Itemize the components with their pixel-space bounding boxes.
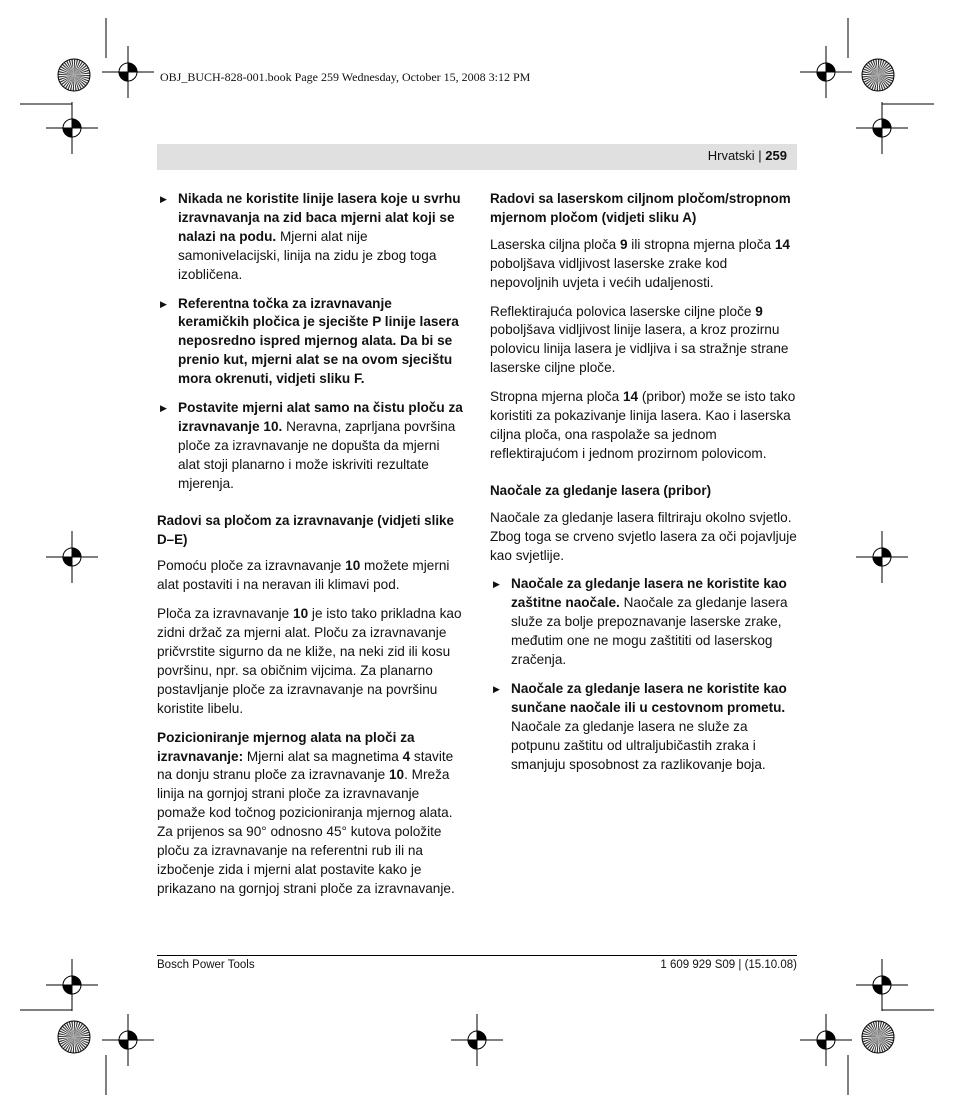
bullet-text: Mjerni alat nije samonivelacijski, linija na zidu je zbog toga izobličena. xyxy=(178,228,437,282)
bullet-reference-point xyxy=(157,295,465,390)
header-language: Hrvatski xyxy=(707,148,755,163)
header-separator: | xyxy=(754,148,766,163)
registration-mark xyxy=(46,531,98,583)
page-header xyxy=(708,148,787,163)
section-heading: Radovi sa laserskom ciljnom pločom/stropnom mjernom pločom (vidjeti sliku A) xyxy=(490,191,791,225)
registration-mark xyxy=(856,531,908,583)
bullet-bold: Naočale za gledanje lasera ne koristite kao sunčane naočale ili u cestovnom prometu. xyxy=(511,680,787,715)
paragraph: Ploča za izravnavanje 10 je isto tako prikladna kao zidni držač za mjerni alat. Ploču za izravnavanje pričvrstite sigurno da ne kliže, na neki zid ili kosu površinu, npr. sa običnim vijcima. Za planarno postavljanje ploče za izravnavanje na površinu koristite libelu. xyxy=(157,606,462,716)
color-wheel-mark xyxy=(862,1021,894,1053)
bullet-text: Naočale za gledanje lasera služe za bolje prepoznavanje laserske zrake, međutim one ne mogu zaštititi od laserskog zračenja. xyxy=(511,595,788,668)
registration-mark xyxy=(102,1014,154,1066)
registration-mark xyxy=(800,1014,852,1066)
bullet-not-safety-glasses xyxy=(490,575,798,670)
paragraph: Naočale za gledanje lasera filtriraju okolno svjetlo. Zbog toga se crveno svjetlo lasera za oči pojavljuje kao svjetlije. xyxy=(490,509,797,563)
registration-mark xyxy=(856,959,908,1011)
left-column xyxy=(157,190,465,909)
color-wheel-mark xyxy=(58,59,90,91)
color-wheel-mark xyxy=(58,1021,90,1053)
registration-mark xyxy=(451,1014,503,1066)
bullet-bold: Postavite mjerni alat samo na čistu ploču za izravnavanje 10. xyxy=(178,400,463,434)
registration-mark xyxy=(800,46,852,98)
footer-brand: Bosch Power Tools xyxy=(157,959,255,971)
bullet-text: Neravna, zaprljana površina ploče za izravnavanje ne dopušta da mjerni alat stoji planarno i može iskriviti rezultate mjerenja. xyxy=(178,418,456,491)
footer-rule xyxy=(157,955,797,956)
paragraph: Laserska ciljna ploča 9 ili stropna mjerna ploča 14 poboljšava vidljivost laserske zrake kod nepovoljnih uvjeta i većih udaljenosti. xyxy=(490,236,790,290)
bullet-text: Naočale za gledanje lasera ne služe za potpunu zaštitu od ultraljubičastih zraka i smanjuju sposobnost za razlikovanje boja. xyxy=(511,718,766,772)
bullet-not-sunglasses xyxy=(490,680,798,775)
bullet-bold: Nikada ne koristite linije lasera koje u svrhu izravnavanja na zid baca mjerni alat koji se nalazi na podu. xyxy=(178,191,461,244)
registration-mark xyxy=(856,102,908,154)
bullet-laser-floor xyxy=(157,190,465,285)
page-header-bar xyxy=(157,144,797,170)
color-wheel-mark xyxy=(862,59,894,91)
footer-code: 1 609 929 S09 | (15.10.08) xyxy=(660,959,797,971)
page-number: 259 xyxy=(765,148,787,163)
section-heading: Naočale za gledanje lasera (pribor) xyxy=(490,482,712,498)
bullet-clean-plate xyxy=(157,399,465,494)
bullet-bold: Naočale za gledanje lasera ne koristite kao zaštitne naočale. xyxy=(511,576,787,611)
paragraph: Pozicioniranje mjernog alata na ploči za izravnavanje: Mjerni alat sa magnetima 4 stavite na donju stranu ploče za izravnavanje 10. Mreža linija na gornjoj strani ploče za izravnavanje pomaže kod točnog pozicioniranja mjernog alata. Za prijenos sa 90° odnosno 45° kutova položite ploču za izravnavanje na referentni rub ili na izbočenje zida i mjerni alat postavite kako je prikazano na gornjoj strani ploče za izravnavanje. xyxy=(157,729,455,896)
paragraph: Pomoću ploče za izravnavanje 10 možete mjerni alat postaviti i na neravan ili klimavi pod. xyxy=(157,558,450,593)
print-slug: OBJ_BUCH-828-001.book Page 259 Wednesday, October 15, 2008 3:12 PM xyxy=(160,70,531,84)
registration-mark xyxy=(46,102,98,154)
bullet-bold: Referentna točka za izravnavanje keramičkih pločica je sjecište P linije lasera neposredno ispred mjernog alata. Da bi se prenio kut, mjerni alat se na ovom sjecištu mora okrenuti, vidjeti sliku F. xyxy=(178,295,459,387)
paragraph: Stropna mjerna ploča 14 (pribor) može se isto tako koristiti za pokazivanje linija lasera. Kao i laserska ciljna ploča, ona raspolaže sa jednom reflektirajućom i jednom prozirnom polovicom. xyxy=(490,389,796,461)
registration-mark xyxy=(102,46,154,98)
section-heading: Radovi sa pločom za izravnavanje (vidjeti slike D–E) xyxy=(157,512,454,547)
right-column xyxy=(490,190,798,784)
registration-mark xyxy=(46,959,98,1011)
paragraph: Reflektirajuća polovica laserske ciljne ploče 9 poboljšava vidljivost linije lasera, a kroz prozirnu polovicu linija lasera je vidljiva i sa stražnje strane laserske ciljne ploče. xyxy=(490,303,789,376)
